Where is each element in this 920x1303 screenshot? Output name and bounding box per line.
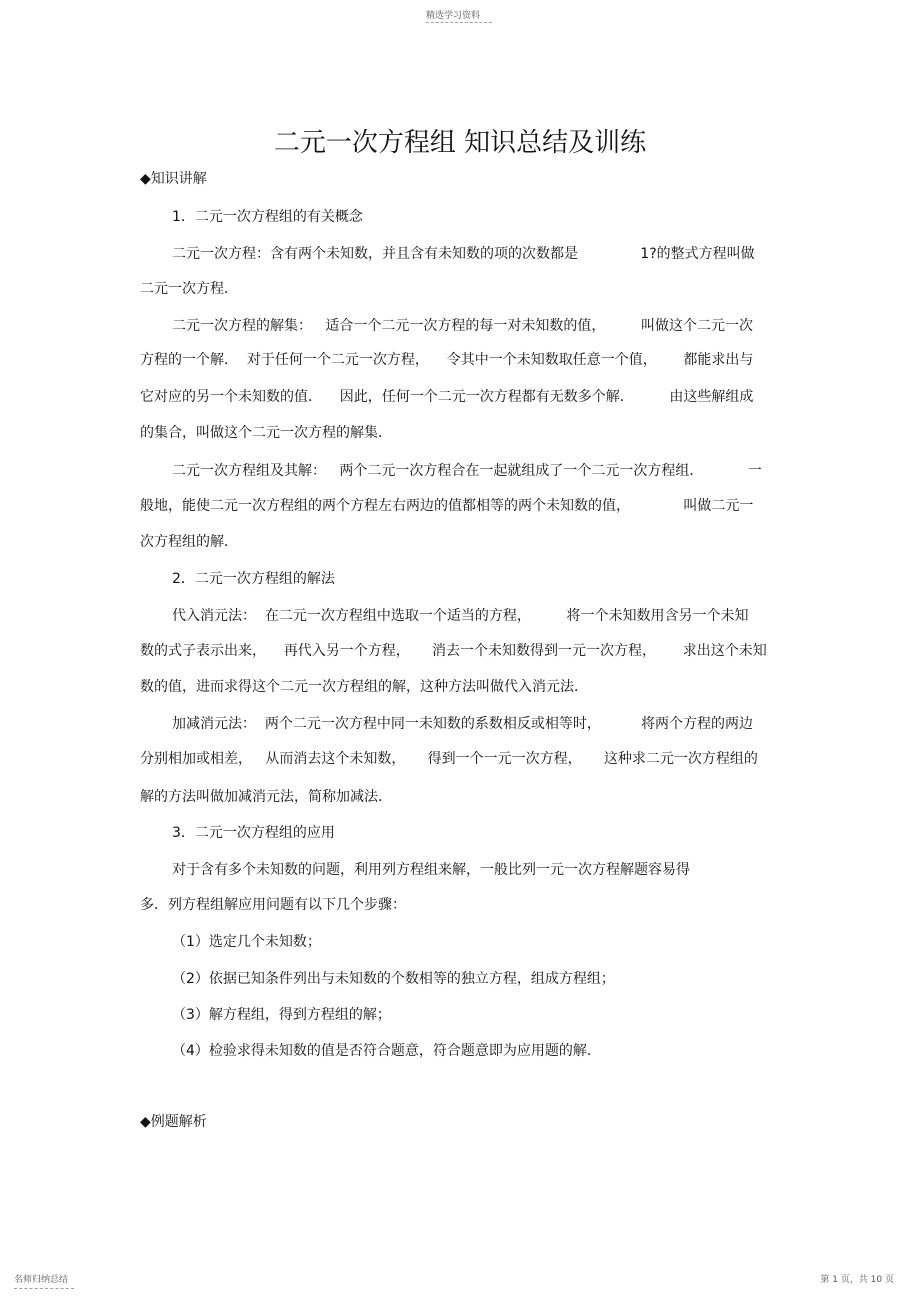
paragraph-line: 方程的一个解． 对于任何一个二元一次方程， 令其中一个未知数取任意一个值， 都能求出与 (140, 352, 754, 368)
paragraph-line: 二元一次方程：含有两个未知数，并且含有未知数的项的次数都是 1?的整式方程叫做 (172, 246, 755, 262)
paragraph-line: 二元一次方程组及其解： 两个二元一次方程合在一起就组成了一个二元一次方程组． 一 (172, 463, 762, 479)
paragraph-line: 数的值，进而求得这个二元一次方程组的解，这种方法叫做代入消元法． (140, 679, 588, 695)
paragraph-line: 般地，能使二元一次方程组的两个方程左右两边的值都相等的两个未知数的值， 叫做二元一 (140, 498, 754, 514)
paragraph-line: 多．列方程组解应用问题有以下几个步骤： (140, 897, 406, 913)
paragraph-line: 分别相加或相差， 从而消去这个未知数， 得到一个一元一次方程， 这种求二元一次方程组的 (140, 751, 758, 767)
section-heading: ◆例题解析 (140, 1114, 207, 1130)
paragraph-line: 加减消元法： 两个二元一次方程中同一未知数的系数相反或相等时， 将两个方程的两边 (172, 716, 753, 732)
subsection-heading: 3．二元一次方程组的应用 (172, 825, 335, 841)
footer-left: 名师归纳总结 (14, 1275, 69, 1285)
list-item: （1）选定几个未知数； (172, 934, 321, 950)
list-item: （3）解方程组，得到方程组的解； (172, 1007, 391, 1023)
page-header: 精选学习资料 (426, 11, 481, 21)
paragraph-line: 二元一次方程的解集： 适合一个二元一次方程的每一对未知数的值， 叫做这个二元一次 (172, 318, 753, 334)
section-heading: ◆知识讲解 (140, 171, 207, 187)
header-divider (426, 22, 492, 23)
subsection-heading: 1．二元一次方程组的有关概念 (172, 209, 363, 225)
footer-divider (14, 1288, 74, 1289)
list-item: （4）检验求得未知数的值是否符合题意，符合题意即为应用题的解． (172, 1043, 601, 1059)
paragraph-line: 数的式子表示出来， 再代入另一个方程， 消去一个未知数得到一元一次方程， 求出这个未知 (140, 643, 767, 659)
paragraph-line: 它对应的另一个未知数的值． 因此，任何一个二元一次方程都有无数多个解． 由这些解组成 (140, 389, 754, 405)
paragraph-line: 代入消元法： 在二元一次方程组中选取一个适当的方程， 将一个未知数用含另一个未知 (172, 608, 749, 624)
paragraph-line: 次方程组的解． (140, 534, 238, 550)
paragraph-line: 的集合，叫做这个二元一次方程的解集． (140, 425, 392, 441)
list-item: （2）依据已知条件列出与未知数的个数相等的独立方程，组成方程组； (172, 971, 615, 987)
paragraph-line: 二元一次方程． (140, 281, 238, 297)
paragraph-line: 对于含有多个未知数的问题，利用列方程组来解，一般比列一元一次方程解题容易得 (172, 862, 690, 878)
subsection-heading: 2．二元一次方程组的解法 (172, 571, 335, 587)
paragraph-line: 解的方法叫做加减消元法，简称加减法． (140, 789, 392, 805)
document-title: 二元一次方程组 知识总结及训练 (273, 128, 647, 158)
page-number: 第 1 页，共 10 页 (820, 1275, 894, 1285)
